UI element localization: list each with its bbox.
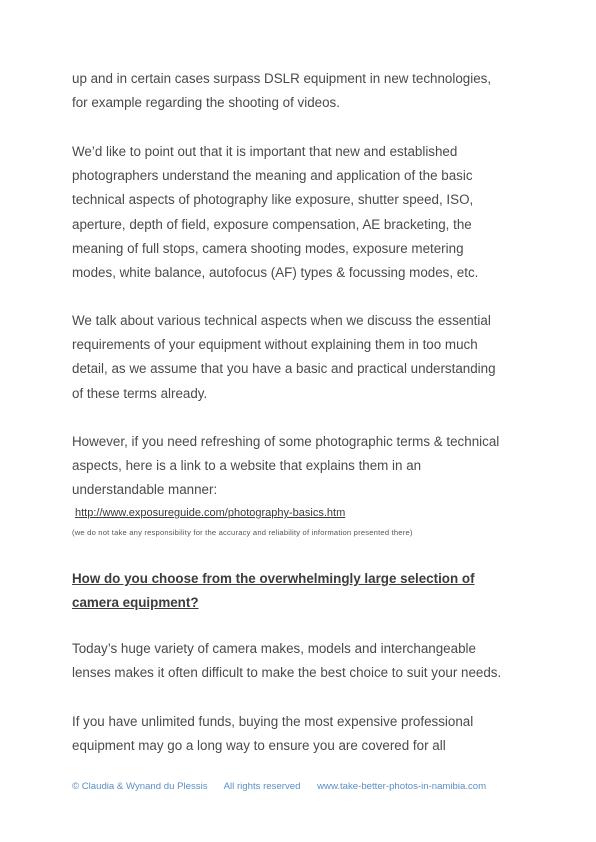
text-line: detail, as we assume that you have a basic and practical understanding: [72, 361, 496, 377]
text-line: equipment may go a long way to ensure you are covered for all: [72, 738, 446, 754]
heading-line: How do you choose from the overwhelmingly large selection of: [72, 571, 475, 586]
text-line: However, if you need refreshing of some photographic terms & technical: [72, 434, 500, 449]
text-line: of these terms already.: [72, 385, 208, 401]
text-line: We talk about various technical aspects when we discuss the essential: [72, 313, 491, 328]
footer-website: www.take-better-photos-in-namibia.com: [317, 781, 487, 792]
text-line: for example regarding the shooting of videos.: [72, 95, 340, 111]
paragraph-intro-continuation: [72, 67, 532, 115]
text-line: aperture, depth of field, exposure compensation, AE bracketing, the: [72, 216, 472, 232]
text-line: lenses makes it often difficult to make the best choice to suit your needs.: [72, 665, 502, 681]
text-line: meaning of full stops, camera shooting modes, exposure metering: [72, 240, 464, 256]
section-heading: [72, 567, 475, 615]
text-line: requirements of your equipment without explaining them in too much: [72, 337, 478, 353]
paragraph-technical-aspects: [72, 140, 532, 285]
exposureguide-link[interactable]: http://www.exposureguide.com/photography-basics.htm: [75, 507, 346, 519]
text-line: aspects, here is a link to a website that explains them in an: [72, 458, 422, 474]
disclaimer-note: (we do not take any responsibility for the accuracy and reliability of information presented there): [72, 528, 413, 537]
text-line: We’d like to point out that it is important that new and established: [72, 144, 458, 159]
footer-copyright: © Claudia & Wynand du Plessis: [72, 781, 208, 792]
footer-rights: All rights reserved: [223, 781, 301, 792]
heading-line: camera equipment?: [72, 595, 199, 611]
text-line: photographers understand the meaning and application of the basic: [72, 168, 473, 184]
text-line: understandable manner:: [72, 482, 218, 498]
page-footer: [72, 780, 500, 794]
text-line: modes, white balance, autofocus (AF) types & focussing modes, etc.: [72, 265, 479, 281]
paragraph-discussion: [72, 309, 532, 406]
text-line: Today’s huge variety of camera makes, models and interchangeable: [72, 641, 476, 656]
text-line: If you have unlimited funds, buying the most expensive professional: [72, 714, 474, 729]
paragraph-refresher: [72, 430, 532, 503]
text-line: up and in certain cases surpass DSLR equipment in new technologies,: [72, 71, 492, 86]
paragraph-variety: [72, 637, 532, 685]
text-line: technical aspects of photography like exposure, shutter speed, ISO,: [72, 192, 474, 208]
paragraph-unlimited-funds: [72, 710, 532, 758]
